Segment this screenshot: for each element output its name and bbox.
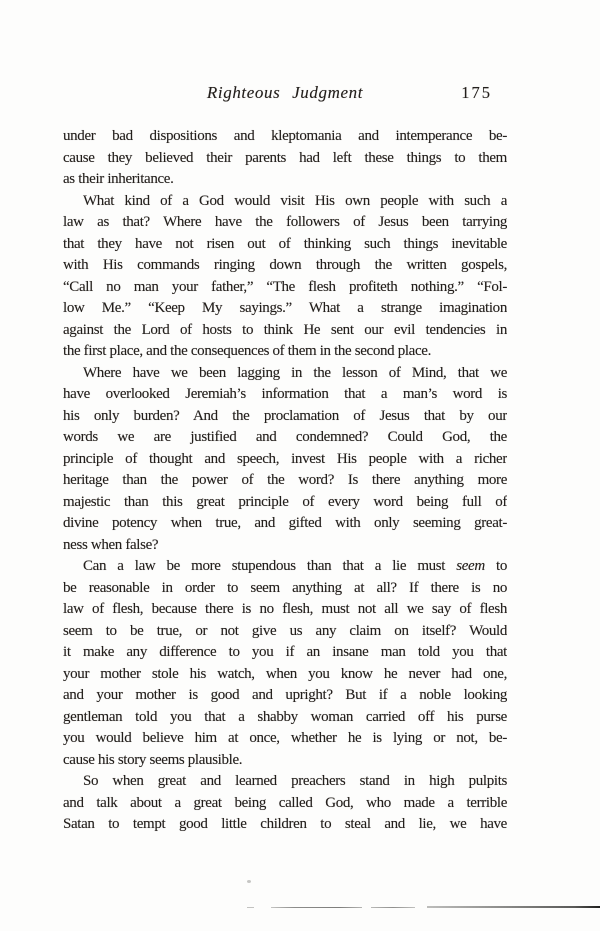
text-line: with His commands ringing down through the written gospels, <box>63 257 507 273</box>
scan-artifact-line <box>271 907 362 908</box>
text-line: principle of thought and speech, invest His people with a richer <box>63 450 507 467</box>
scan-artifact-line <box>427 906 600 908</box>
text-column <box>63 126 507 836</box>
text-line: your mother stole his watch, when you know he never had one, <box>63 665 507 682</box>
page-title: Righteous Judgment <box>206 83 364 102</box>
paragraph <box>63 556 507 771</box>
scan-artifact-line <box>371 907 415 908</box>
text-line: his only burden? And the proclamation of Jesus that by our <box>63 407 507 424</box>
text-line: cause his story seems plausible. <box>63 751 243 768</box>
text-line: gentleman told you that a shabby woman carried off his purse <box>63 708 507 725</box>
text-line: it make any difference to you if an insane man told you that <box>63 644 507 660</box>
text-line: So when great and learned preachers stand in high pulpits <box>83 773 507 789</box>
text-line: ness when false? <box>63 536 159 553</box>
paragraph <box>63 126 507 191</box>
text-line: as their inheritance. <box>63 171 174 187</box>
text-line: and your mother is good and upright? But if a noble looking <box>63 687 507 703</box>
text-line: low Me.” “Keep My sayings.” What a strange imagination <box>63 300 507 316</box>
text-line: cause they believed their parents had left these things to them <box>63 149 507 166</box>
running-head <box>63 83 507 105</box>
text-line: the first place, and the consequences of them in the second place. <box>63 343 431 359</box>
scan-speck <box>247 880 251 883</box>
text-line: and talk about a great being called God, who made a terrible <box>63 794 507 811</box>
text-line: seem to be true, or not give us any claim on itself? Would <box>63 622 507 639</box>
text-line: law of flesh, because there is no flesh, must not all we say of flesh <box>63 601 507 617</box>
text-line: majestic than this great principle of every word being full of <box>63 493 507 510</box>
paragraph <box>63 191 507 363</box>
page-number: 175 <box>461 83 492 102</box>
text-line: divine potency when true, and gifted with only seeming great- <box>63 515 507 531</box>
text-line: have overlooked Jeremiah’s information that a man’s word is <box>63 386 507 402</box>
text-line: be reasonable in order to seem anything at all? If there is no <box>63 579 507 596</box>
paragraph <box>63 363 507 557</box>
text-line: you would believe him at once, whether he is lying or not, be- <box>63 730 507 746</box>
text-line: that they have not risen out of thinking such things inevitable <box>63 235 507 252</box>
text-line: under bad dispositions and kleptomania and intemperance be- <box>63 128 507 144</box>
scan-artifact-line <box>247 907 254 908</box>
text-line: What kind of a God would visit His own people with such a <box>83 192 507 209</box>
text-line: Where have we been lagging in the lesson of Mind, that we <box>83 364 507 381</box>
text-line: against the Lord of hosts to think He sent our evil tendencies in <box>63 321 507 338</box>
paragraph <box>63 771 507 836</box>
text-line: law as that? Where have the followers of Jesus been tarrying <box>63 214 507 230</box>
text-line: Satan to tempt good little children to steal and lie, we have <box>63 816 507 832</box>
text-line: heritage than the power of the word? Is there anything more <box>63 472 507 488</box>
text-line: words we are justified and condemned? Could God, the <box>63 429 507 445</box>
text-line: Can a law be more stupendous than that a lie must seem to <box>83 558 507 574</box>
text-line: “Call no man your father,” “The flesh profiteth nothing.” “Fol- <box>63 278 507 295</box>
